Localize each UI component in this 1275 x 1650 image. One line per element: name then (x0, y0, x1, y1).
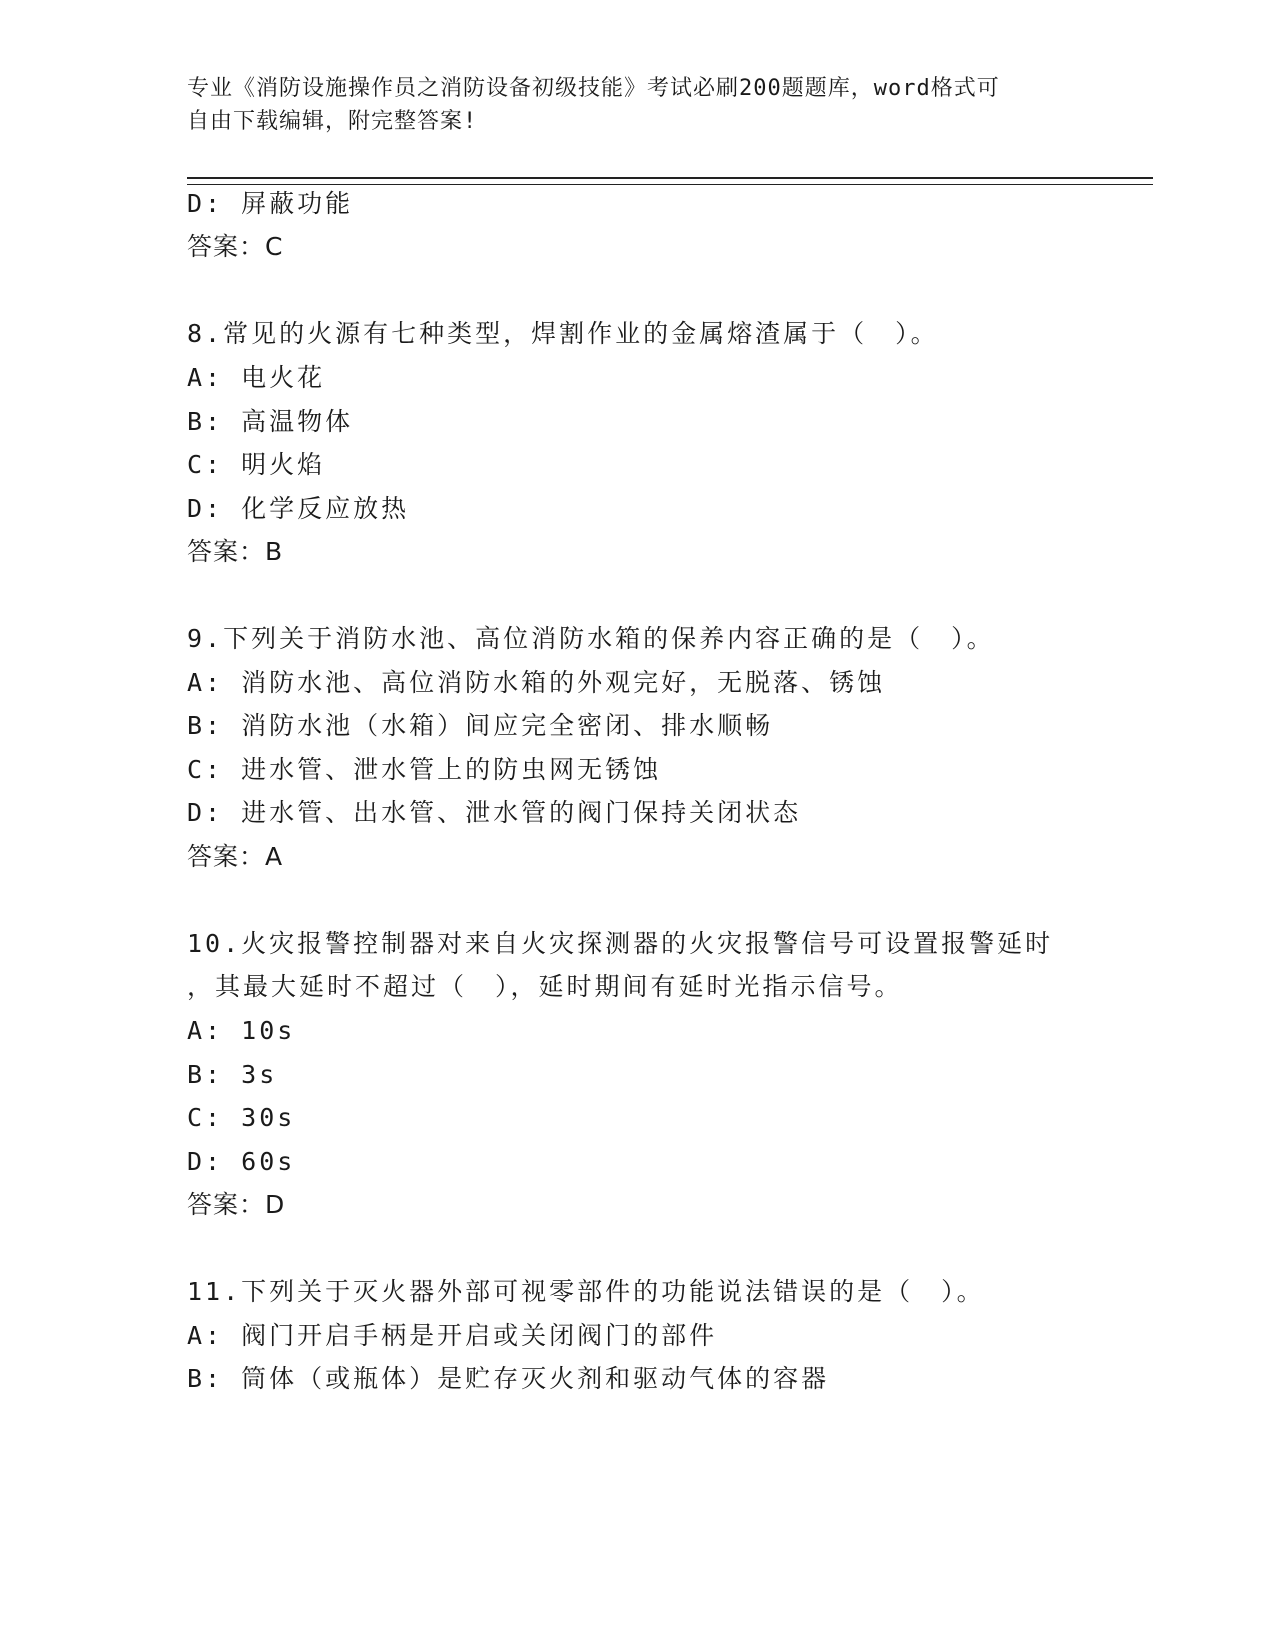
q7-option-d: D: 屏蔽功能 (187, 189, 354, 218)
q8-option-d: D: 化学反应放热 (187, 494, 410, 523)
q7-answer: 答案：C (187, 232, 284, 261)
q9-option-d: D: 进水管、出水管、泄水管的阀门保持关闭状态 (187, 798, 802, 827)
q8-question: 8.常见的火源有七种类型，焊割作业的金属熔渣属于（ ）。 (187, 319, 939, 348)
q8-option-b: B: 高温物体 (187, 407, 354, 436)
q8-option-c: C: 明火焰 (187, 450, 326, 479)
q11-question: 11.下列关于灭火器外部可视零部件的功能说法错误的是（ ）。 (187, 1277, 985, 1306)
q9-answer: 答案：A (187, 842, 284, 871)
q11-option-b: B: 筒体（或瓶体）是贮存灭火剂和驱动气体的容器 (187, 1364, 830, 1393)
q9-option-a: A: 消防水池、高位消防水箱的外观完好，无脱落、锈蚀 (187, 668, 886, 697)
header-line-1: 专业《消防设施操作员之消防设备初级技能》考试必刷200题题库，word格式可 (187, 76, 1000, 101)
q10-answer: 答案：D (187, 1190, 286, 1219)
q9-option-c: C: 进水管、泄水管上的防虫网无锈蚀 (187, 755, 662, 784)
q10-option-c: C: 30s (187, 1103, 296, 1132)
q11-option-a: A: 阀门开启手柄是开启或关闭阀门的部件 (187, 1321, 718, 1350)
q9-question: 9.下列关于消防水池、高位消防水箱的保养内容正确的是（ ）。 (187, 624, 995, 653)
header-divider (187, 177, 1153, 185)
header-line-2: 自由下载编辑，附完整答案! (187, 109, 478, 134)
q10-question-line-2: ，其最大延时不超过（ ），延时期间有延时光指示信号。 (187, 972, 903, 1001)
q10-option-d: D: 60s (187, 1147, 296, 1176)
q10-option-b: B: 3s (187, 1060, 278, 1089)
q9-option-b: B: 消防水池（水箱）间应完全密闭、排水顺畅 (187, 711, 774, 740)
q10-question-line-1: 10.火灾报警控制器对来自火灾探测器的火灾报警信号可设置报警延时 (187, 929, 1054, 958)
q10-option-a: A: 10s (187, 1016, 296, 1045)
q8-answer: 答案：B (187, 537, 284, 566)
document-header (187, 72, 1067, 138)
q8-option-a: A: 电火花 (187, 363, 326, 392)
